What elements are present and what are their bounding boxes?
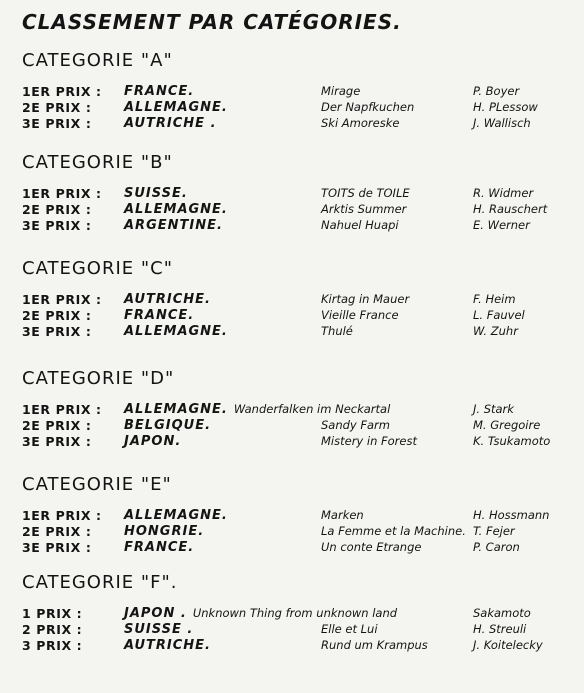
country-label: JAPON. <box>124 434 182 449</box>
prize-country <box>124 524 204 539</box>
prize-country <box>124 402 390 417</box>
country-label: FRANCE. <box>124 84 195 99</box>
prize-rank: 1 PRIX : <box>22 606 83 621</box>
film-author: H. Streuli <box>473 622 527 636</box>
prize-country <box>124 292 211 307</box>
film-title: Vieille France <box>321 308 399 322</box>
prize-rank: 2E PRIX : <box>22 308 92 323</box>
film-author: P. Boyer <box>473 84 520 98</box>
prize-rank: 1ER PRIX : <box>22 402 102 417</box>
category-heading: CATEGORIE "F". <box>22 572 178 593</box>
prize-rank: 1ER PRIX : <box>22 508 102 523</box>
prize-rank: 3 PRIX : <box>22 638 83 653</box>
prize-country <box>124 622 193 637</box>
prize-row <box>22 540 582 558</box>
film-author: E. Werner <box>473 218 530 232</box>
country-label: ALLEMAGNE. <box>124 202 228 217</box>
film-title: Unknown Thing from unknown land <box>192 606 398 620</box>
country-label: HONGRIE. <box>124 524 205 539</box>
prize-rank: 2E PRIX : <box>22 100 92 115</box>
film-title: Rund um Krampus <box>321 638 428 652</box>
prize-row <box>22 116 582 134</box>
prize-row <box>22 434 582 452</box>
film-title: Nahuel Huapi <box>321 218 399 232</box>
film-author: H. PLessow <box>473 100 538 114</box>
country-label: ALLEMAGNE. <box>124 402 228 417</box>
film-title: Kirtag in Mauer <box>321 292 410 306</box>
film-title: La Femme et la Machine. <box>321 524 466 538</box>
prize-country <box>124 100 228 115</box>
film-author: H. Hossmann <box>473 508 550 522</box>
prize-rank: 2E PRIX : <box>22 202 92 217</box>
prize-rank: 1ER PRIX : <box>22 84 102 99</box>
prize-country <box>124 218 223 233</box>
country-label: SUISSE. <box>124 186 188 201</box>
country-label: SUISSE . <box>124 622 194 637</box>
film-author: Sakamoto <box>473 606 531 620</box>
film-title: Elle et Lui <box>321 622 378 636</box>
prize-rank: 1ER PRIX : <box>22 186 102 201</box>
country-label: ALLEMAGNE. <box>124 100 228 115</box>
category-heading: CATEGORIE "E" <box>22 474 172 495</box>
film-author: L. Fauvel <box>473 308 525 322</box>
country-label: ALLEMAGNE. <box>124 324 228 339</box>
prize-rank: 2E PRIX : <box>22 418 92 433</box>
film-author: T. Fejer <box>473 524 515 538</box>
prize-country <box>124 638 211 653</box>
film-author: P. Caron <box>473 540 520 554</box>
film-title: Mistery in Forest <box>321 434 417 448</box>
category-heading: CATEGORIE "C" <box>22 258 174 279</box>
film-title: Un conte Etrange <box>321 540 422 554</box>
film-title: Der Napfkuchen <box>321 100 415 114</box>
film-title: Wanderfalken im Neckartal <box>233 402 391 416</box>
prize-rank: 1ER PRIX : <box>22 292 102 307</box>
category-heading: CATEGORIE "B" <box>22 152 173 173</box>
prize-country <box>124 186 188 201</box>
prize-country <box>124 202 228 217</box>
prize-rank: 3E PRIX : <box>22 324 92 339</box>
page-title: CLASSEMENT PAR CATÉGORIES. <box>22 10 402 34</box>
prize-country <box>124 308 194 323</box>
film-author: J. Wallisch <box>473 116 531 130</box>
film-author: R. Widmer <box>473 186 534 200</box>
category-heading: CATEGORIE "D" <box>22 368 175 389</box>
film-title: Mirage <box>321 84 361 98</box>
prize-row <box>22 218 582 236</box>
prize-row <box>22 638 582 656</box>
country-label: AUTRICHE . <box>124 116 217 131</box>
prize-rank: 3E PRIX : <box>22 218 92 233</box>
country-label: ARGENTINE. <box>124 218 223 233</box>
prize-rank: 2E PRIX : <box>22 524 92 539</box>
film-author: J. Stark <box>473 402 514 416</box>
film-author: K. Tsukamoto <box>473 434 551 448</box>
country-label: FRANCE. <box>124 540 195 555</box>
category-heading: CATEGORIE "A" <box>22 50 173 71</box>
country-label: BELGIQUE. <box>124 418 212 433</box>
prize-rank: 3E PRIX : <box>22 540 92 555</box>
film-title: Sandy Farm <box>321 418 390 432</box>
country-label: FRANCE. <box>124 308 195 323</box>
film-title: Marken <box>321 508 364 522</box>
prize-rank: 3E PRIX : <box>22 116 92 131</box>
prize-country <box>124 116 217 131</box>
prize-country <box>124 606 397 621</box>
prize-country <box>124 84 194 99</box>
film-title: Thulé <box>321 324 353 338</box>
film-author: H. Rauschert <box>473 202 548 216</box>
country-label: JAPON . <box>124 606 187 621</box>
prize-rank: 3E PRIX : <box>22 434 92 449</box>
country-label: AUTRICHE. <box>124 638 211 653</box>
film-author: W. Zuhr <box>473 324 518 338</box>
prize-country <box>124 434 181 449</box>
prize-country <box>124 508 228 523</box>
prize-country <box>124 418 211 433</box>
country-label: ALLEMAGNE. <box>124 508 228 523</box>
film-author: J. Koitelecky <box>473 638 543 652</box>
prize-country <box>124 540 194 555</box>
prize-row <box>22 324 582 342</box>
film-title: TOITS de TOILE <box>321 186 410 200</box>
prize-rank: 2 PRIX : <box>22 622 83 637</box>
film-title: Ski Amoreske <box>321 116 400 130</box>
film-title: Arktis Summer <box>321 202 407 216</box>
film-author: M. Gregoire <box>473 418 541 432</box>
country-label: AUTRICHE. <box>124 292 211 307</box>
film-author: F. Heim <box>473 292 516 306</box>
prize-country <box>124 324 228 339</box>
